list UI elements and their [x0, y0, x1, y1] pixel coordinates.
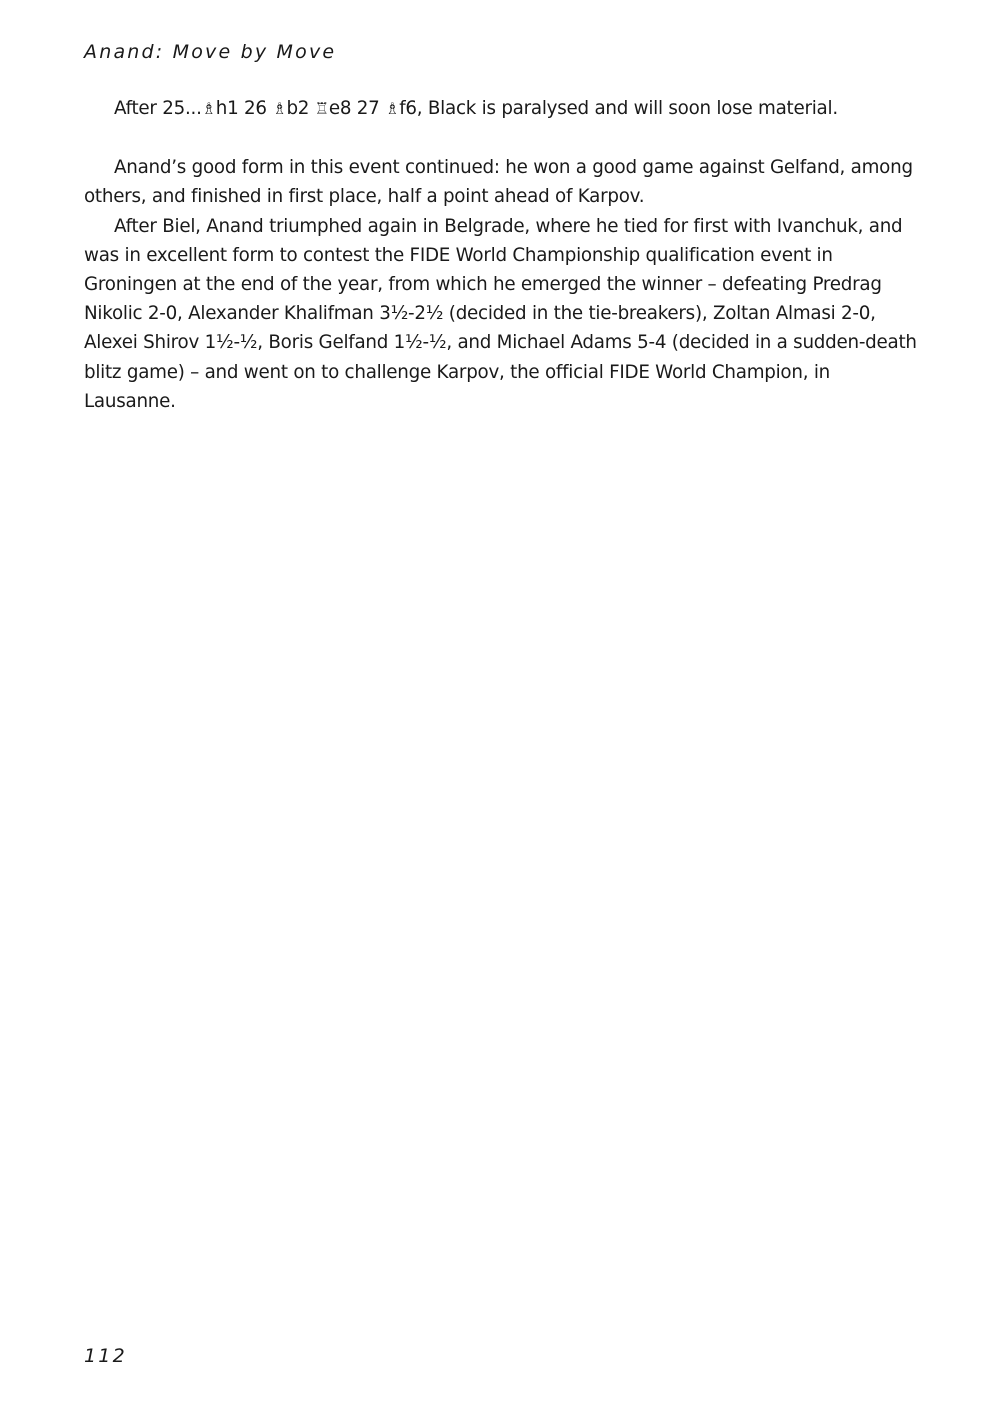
- bishop-icon: ♗: [385, 99, 400, 118]
- running-title: Anand: Move by Move: [84, 41, 337, 63]
- moves-paragraph: [84, 94, 920, 123]
- body-text: [84, 94, 920, 416]
- paragraph: Anand’s good form in this event continued: he won a good game against Gelfand, among others, and finished in first place, half a point ahead of Karpov.: [84, 157, 913, 208]
- paragraph: After Biel, Anand triumphed again in Belgrade, where he tied for first with Ivanchuk, and was in excellent form to contest the FIDE World Championship qualification event in Groningen at the end of the year, from which he emerged the winner – defeating Predrag Nikolic 2-0, Alexander Khalifman 3½-2½ (decided in the tie-breakers), Zoltan Almasi 2-0, Alexei Shirov 1½-½, Boris Gelfand 1½-½, and Michael Adams 5-4 (decided in a sudden-death blitz game) – and went on to challenge Karpov, the official FIDE World Champion, in Lausanne.: [84, 215, 917, 412]
- page-number: 112: [84, 1345, 127, 1367]
- moves-suffix: f6, Black is paralysed and will soon lose material.: [399, 98, 838, 119]
- moves-prefix: After 25...: [114, 98, 202, 119]
- bishop-icon: ♗: [272, 99, 287, 118]
- move-square: e8 27: [328, 98, 386, 119]
- move-square: b2: [286, 98, 315, 119]
- rook-icon: ♖: [314, 99, 329, 118]
- move-square: h1 26: [215, 98, 273, 119]
- bishop-icon: ♗: [201, 99, 216, 118]
